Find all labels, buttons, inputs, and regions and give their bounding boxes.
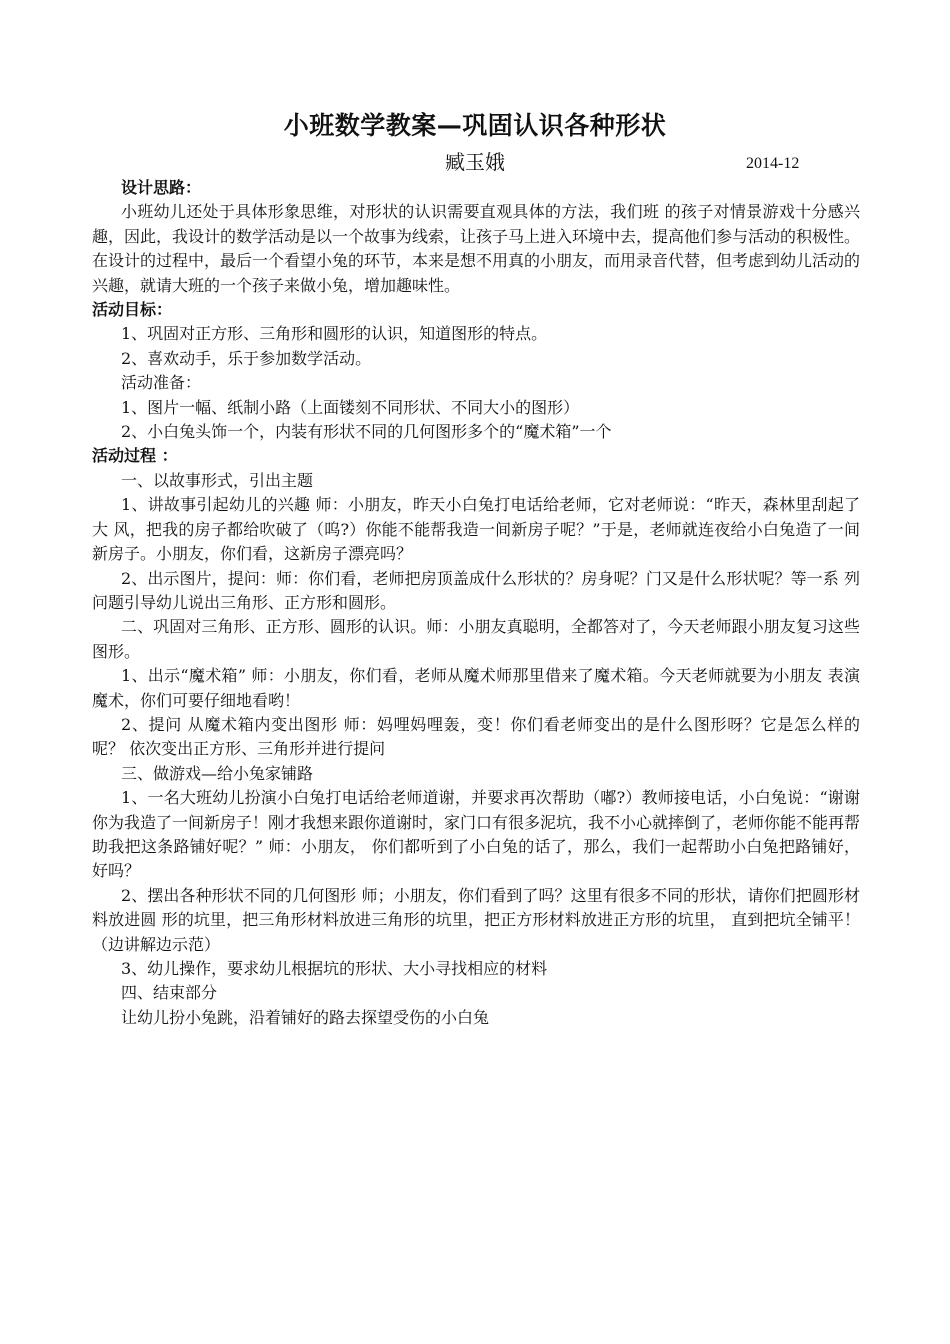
- process-paragraph: 让幼儿扮小兔跳，沿着铺好的路去探望受伤的小白兔: [121, 1007, 490, 1027]
- process-step-title: 二、巩固对三角形、正方形、圆形的认识。师：小朋友真聪明，全都答对了，今天老师跟小朋友复习这些图形。: [92, 617, 860, 661]
- goal-item: 1、巩固对正方形、三角形和圆形的认识，知道图形的特点。: [121, 324, 548, 344]
- design-paragraph: 小班幼儿还处于具体形象思维，对形状的认识需要直观具体的方法，我们班 的孩子对情景游戏十分感兴趣，因此，我设计的数学活动是以一个故事为线索，让孩子马上进入环境中去，提高他们参与活动的积极性。在设计的过程中，最后一个看望小兔的环节，本来是想不用真的小朋友，而用录音代替，但考虑到幼儿活动的兴趣，就请大班的一个孩子来做小兔，增加趣味性。: [92, 202, 861, 295]
- process-paragraph: 2、提问 从魔术箱内变出图形 师：妈哩妈哩轰，变！你们看老师变出的是什么图形呀？它是怎么样的呢？ 依次变出正方形、三角形并进行提问: [92, 714, 860, 759]
- prep-item: 2、小白兔头饰一个，内装有形状不同的几何图形多个的“魔术箱”一个: [121, 422, 612, 442]
- author-name: 臧玉娥: [445, 150, 505, 174]
- document-body: [92, 176, 860, 1030]
- prep-heading: 活动准备：: [121, 373, 202, 393]
- design-heading: 设计思路：: [121, 178, 202, 197]
- document-date: 2014-12: [746, 155, 800, 172]
- process-paragraph: 1、一名大班幼儿扮演小白兔打电话给老师道谢，并要求再次帮助（嘟?）教师接电话，小白兔说：“谢谢你为我造了一间新房子！刚才我想来跟你道谢时，家门口有很多泥坑，我不小心就摔倒了，老师你能不能再帮助我把这条路铺好呢？” 师：小朋友， 你们都听到了小白兔的话了，那么，我们一起帮助小白兔把路铺好， 好吗？: [92, 788, 861, 881]
- process-paragraph: 1、出示“魔术箱” 师：小朋友，你们看，老师从魔术师那里借来了魔术箱。今天老师就要为小朋友 表演魔术，你们可要仔细地看哟！: [92, 666, 860, 710]
- process-paragraph: 1、讲故事引起幼儿的兴趣 师：小朋友，昨天小白兔打电话给老师，它对老师说：“昨天，森林里刮起了大 风，把我的房子都给吹破了（呜?）你能不能帮我造一间新房子呢？”于是，老师就连夜给小白兔造了一间新房子。小朋友，你们看，这新房子漂亮吗？: [92, 495, 860, 564]
- process-paragraph: 2、出示图片，提问：师：你们看，老师把房顶盖成什么形状的？房身呢？门又是什么形状呢？等一系 列问题引导幼儿说出三角形、正方形和圆形。: [92, 568, 860, 612]
- page-title: 小班数学教案—巩固认识各种形状: [283, 111, 667, 140]
- process-paragraph: 3、幼儿操作，要求幼儿根据坑的形状、大小寻找相应的材料: [121, 959, 548, 978]
- process-heading: 活动过程 ：: [92, 446, 178, 466]
- prep-item: 1、图片一幅、纸制小路（上面镂刻不同形状、不同大小的图形）: [121, 397, 580, 417]
- goal-heading: 活动目标：: [92, 300, 173, 320]
- process-paragraph: 2、摆出各种形状不同的几何图形 师；小朋友，你们看到了吗？这里有很多不同的形状，请你们把圆形材料放进圆 形的坑里，把三角形材料放进三角形的坑里，把正方形材料放进正方形的坑里， 直到把坑全铺平！ （边讲解边示范）: [92, 885, 860, 954]
- process-step-title: 四、结束部分: [121, 983, 218, 1003]
- goal-item: 2、喜欢动手，乐于参加数学活动。: [121, 348, 372, 368]
- process-step-title: 三、做游戏—给小兔家铺路: [121, 763, 314, 783]
- process-step-title: 一、以故事形式，引出主题: [121, 470, 314, 490]
